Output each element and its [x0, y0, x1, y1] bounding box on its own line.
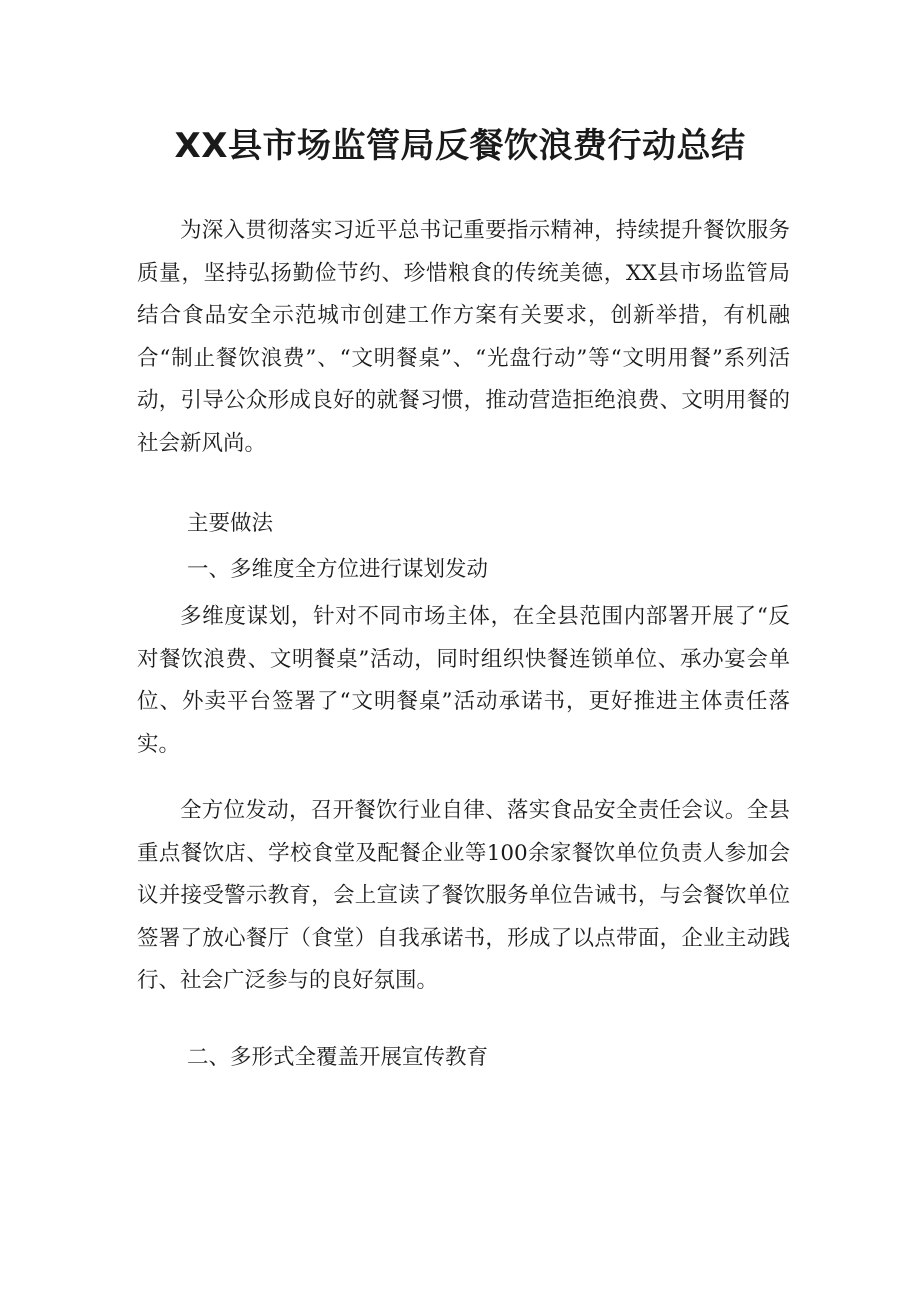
intro-paragraph: 为深入贯彻落实习近平总书记重要指示精神，持续提升餐饮服务质量，坚持弘扬勤俭节约、珍惜粮食的传统美德，XX县市场监管局结合食品安全示范城市创建工作方案有关要求，创新举措，有机融合“制止餐饮浪费”、“文明餐桌”、“光盘行动”等“文明用餐”系列活动，引导公众形成良好的就餐习惯，推动营造拒绝浪费、文明用餐的社会新风尚。: [137, 218, 790, 456]
main-heading: 主要做法: [187, 511, 274, 536]
section2-heading: 二、多形式全覆盖开展宣传教育: [187, 1045, 489, 1070]
document-title: XX县市场监管局反餐饮浪费行动总结: [174, 126, 746, 166]
section1-paragraph-1: 多维度谋划，针对不同市场主体，在全县范围内部署开展了“反对餐饮浪费、文明餐桌”活动，同时组织快餐连锁单位、承办宴会单位、外卖平台签署了“文明餐桌”活动承诺书，更好推进主体责任落实。: [137, 604, 790, 757]
section1-heading: 一、多维度全方位进行谋划发动: [187, 557, 489, 582]
section1-paragraph-2: 全方位发动，召开餐饮行业自律、落实食品安全责任会议。全县重点餐饮店、学校食堂及配餐企业等100余家餐饮单位负责人参加会议并接受警示教育，会上宣读了餐饮服务单位告诫书，与会餐饮单位签署了放心餐厅（食堂）自我承诺书，形成了以点带面，企业主动践行、社会广泛参与的良好氛围。: [137, 798, 790, 993]
